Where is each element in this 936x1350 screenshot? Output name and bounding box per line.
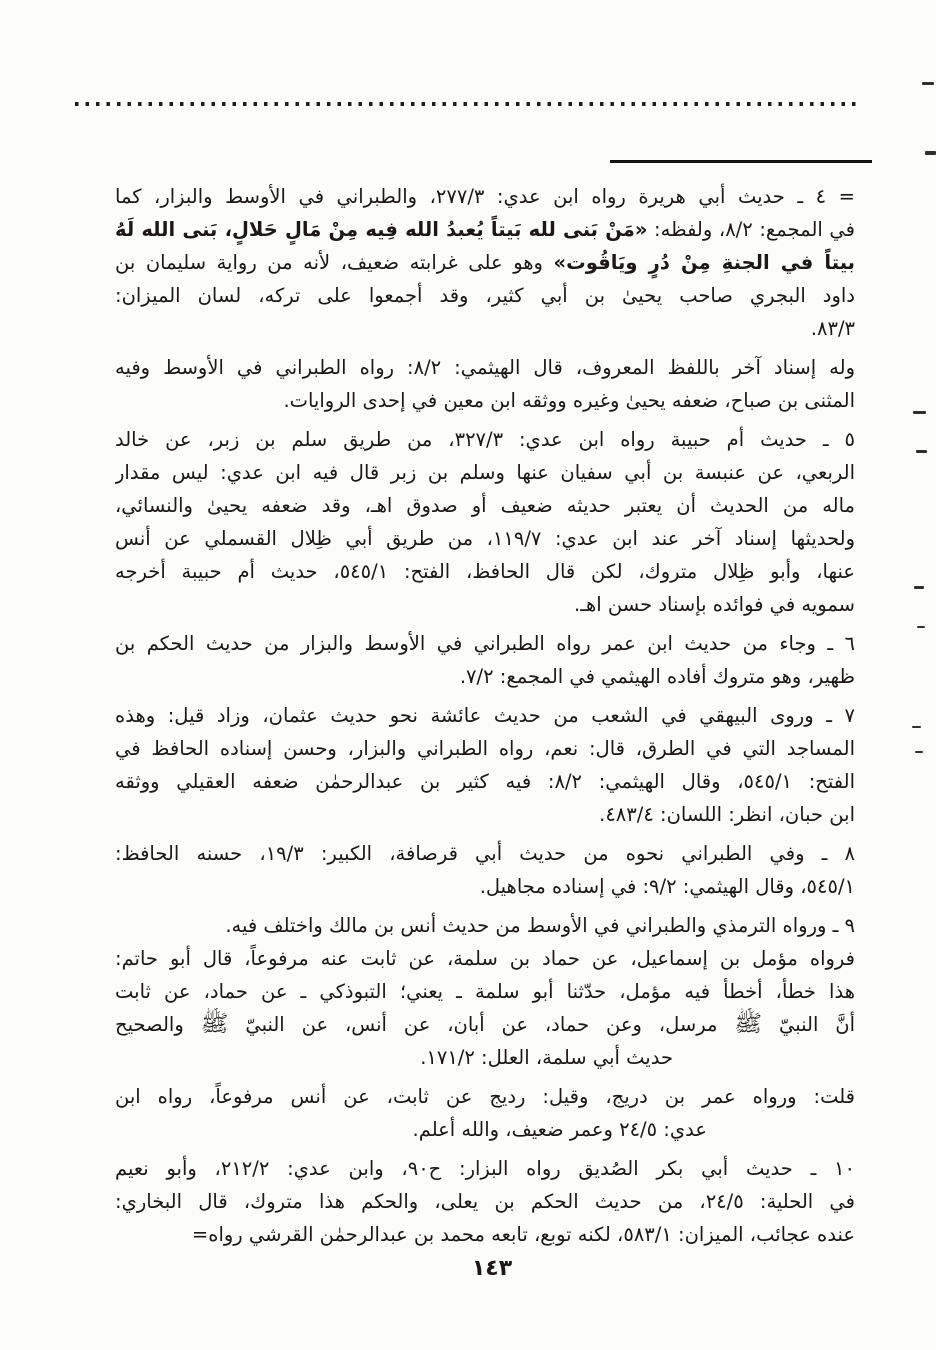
dotted-separator — [75, 102, 857, 106]
footnote-line: = ٤ ـ حديث أبي هريرة رواه ابن عدي: ٢٧٧/٣، والطبراني في الأوسط والبزار، كما — [115, 185, 855, 208]
scan-artifact — [912, 726, 921, 728]
footnote-line: عدي: ٢٤/٥ وعمر ضعيف، والله أعلم. — [412, 1118, 707, 1141]
footnote-line: الفتح: ٥٤٥/١، وقال الهيثمي: ٨/٢: فيه كثير بن عبدالرحمٰن ضعفه العقيلي ووثقه — [115, 770, 855, 793]
footnote-line: الربعي، عن عنبسة بن أبي سفيان عنها وسلم بن زبر قال فيه ابن عدي: ليس مقدار — [115, 461, 855, 484]
scan-artifact — [922, 82, 934, 85]
footnotes-text — [115, 180, 855, 1257]
page-number: ١٤٣ — [471, 1256, 513, 1281]
scan-artifact — [915, 751, 923, 753]
footnote-line: ٦ ـ وجاء من حديث ابن عمر رواه الطبراني في الأوسط والبزار من حديث الحكم بن — [115, 632, 855, 655]
footnote-line: ١٠ ـ حديث أبي بكر الصُديق رواه البزار: ح٩٠، وابن عدي: ٢١٢/٢، وأبو نعيم — [115, 1157, 855, 1180]
footnote-line: فرواه مؤمل بن إسماعيل، عن حماد بن سلمة، عن ثابت عنه مرفوعاً، قال أبو حاتم: — [115, 947, 855, 970]
footnote-line: ٩ ـ ورواه الترمذي والطبراني في الأوسط من حديث أنس بن مالك واختلف فيه. — [225, 914, 855, 937]
footnote-paragraph-note-8 — [115, 837, 855, 903]
footnote-line: داود البجري صاحب يحيىٰ بن أبي كثير، وقد أجمعوا على تركه، لسان الميزان: — [115, 284, 855, 307]
footnote-paragraph-note-5 — [115, 423, 855, 621]
footnote-paragraph-note-9 — [115, 909, 855, 1074]
footnote-line: ٨٣/٣. — [810, 317, 855, 340]
footnote-paragraph-note-qultu — [115, 1080, 855, 1146]
footnote-line: في المجمع: ٨/٢، ولفظه: «مَنْ بَنى لله بَيتاً يُعبدُ الله فِيه مِنْ مَالٍ حَلالٍ، بَنى الله لَهُ — [115, 218, 855, 241]
footnote-line: عنها، وأبو ظِلال متروك، لكن قال الحافظ، الفتح: ٥٤٥/١، حديث أم حبيبة أخرجه — [115, 560, 855, 583]
footnote-line: ٨ ـ وفي الطبراني نحوه من حديث أبي قرصافة، الكبير: ١٩/٣، حسنه الحافظ: — [115, 842, 855, 865]
footnote-paragraph-note-6 — [115, 627, 855, 693]
footnote-line: قلت: ورواه عمر بن دريج، وقيل: رديج عن ثابت، عن أنس مرفوعاً، رواه ابن — [115, 1085, 855, 1108]
footnote-paragraph-note-4 — [115, 180, 855, 345]
footnote-paragraph-note-4-isnad-akhar — [115, 351, 855, 417]
scan-artifact — [914, 586, 924, 589]
footnote-line: المثنى بن صباح، ضعفه يحيىٰ وغيره ووثقه ابن معين في إحدى الروايات. — [283, 389, 855, 412]
footnote-line: ماله من الحديث أن يعتبر حديثه ضعيف أو صدوق اهـ، وقد ضعفه يحيىٰ والنسائي، — [115, 494, 855, 517]
footnote-line: ٥٤٥/١، وقال الهيثمي: ٩/٢: في إسناده مجاهيل. — [479, 875, 855, 898]
footnote-line: هذا خطأ، أخطأ فيه مؤمل، حدّثنا أبو سلمة ـ يعني؛ التبوذكي ـ عن حماد، عن ثابت — [115, 980, 855, 1003]
footnote-line: المساجد التي في الطرق، قال: نعم، رواه الطبراني والبزار، وحسن إسناده الحافظ في — [115, 737, 855, 760]
footnote-line: ٧ ـ وروى البيهقي في الشعب من حديث عائشة نحو حديث عثمان، وزاد قيل: وهذه — [115, 704, 855, 727]
footnote-line: بيتاً في الجنةِ مِنْ دُرٍ ويَاقُوت» وهو على غرابته ضعيف، لأنه من رواية سليمان بن — [115, 251, 855, 274]
footnote-paragraph-note-10 — [115, 1152, 855, 1251]
footnote-line: حديث أبي سلمة، العلل: ١٧١/٢. — [420, 1046, 673, 1069]
scan-artifact — [913, 411, 926, 414]
footnote-line: عنده عجائب، الميزان: ٥٨٣/١، لكنه توبع، تابعه محمد بن عبدالرحمٰن القرشي رواه= — [191, 1223, 855, 1246]
footnote-line: وله إسناد آخر باللفظ المعروف، قال الهيثمي: ٨/٢: رواه الطبراني في الأوسط وفيه — [115, 356, 855, 379]
footnote-paragraph-note-7 — [115, 699, 855, 831]
footnote-separator-rule — [610, 160, 872, 163]
scan-artifact — [917, 626, 925, 628]
footnote-line: ابن حبان، انظر: اللسان: ٤٨٣/٤. — [599, 803, 855, 826]
footnote-line: سمويه في فوائده بإسناد حسن اهـ. — [574, 593, 855, 616]
footnote-line: ولحديثها إسناد آخر عند ابن عدي: ١١٩/٧، من طريق أبي ظِلال القسملي عن أنس — [115, 527, 855, 550]
footnote-line: أنَّ النبيّ ﷺ مرسل، وعن حماد، عن أبان، عن أنس، عن النبيّ ﷺ والصحيح — [115, 1011, 855, 1037]
salla-allahu-alayhi-wa-sallam-ornament: ﷺ — [200, 1011, 229, 1037]
scan-artifact — [916, 450, 927, 453]
salla-allahu-alayhi-wa-sallam-ornament: ﷺ — [734, 1011, 763, 1037]
scan-artifact — [925, 151, 936, 155]
footnote-line: في الحلية: ٢٤/٥، من حديث الحكم بن يعلى، والحكم هذا متروك، قال البخاري: — [115, 1190, 855, 1213]
footnote-line: ٥ ـ حديث أم حبيبة رواه ابن عدي: ٣٢٧/٣، من طريق سلم بن زبر، عن خالد — [115, 428, 855, 451]
footnote-line: ظهير، وهو متروك أفاده الهيثمي في المجمع: ٧/٢. — [459, 665, 855, 688]
